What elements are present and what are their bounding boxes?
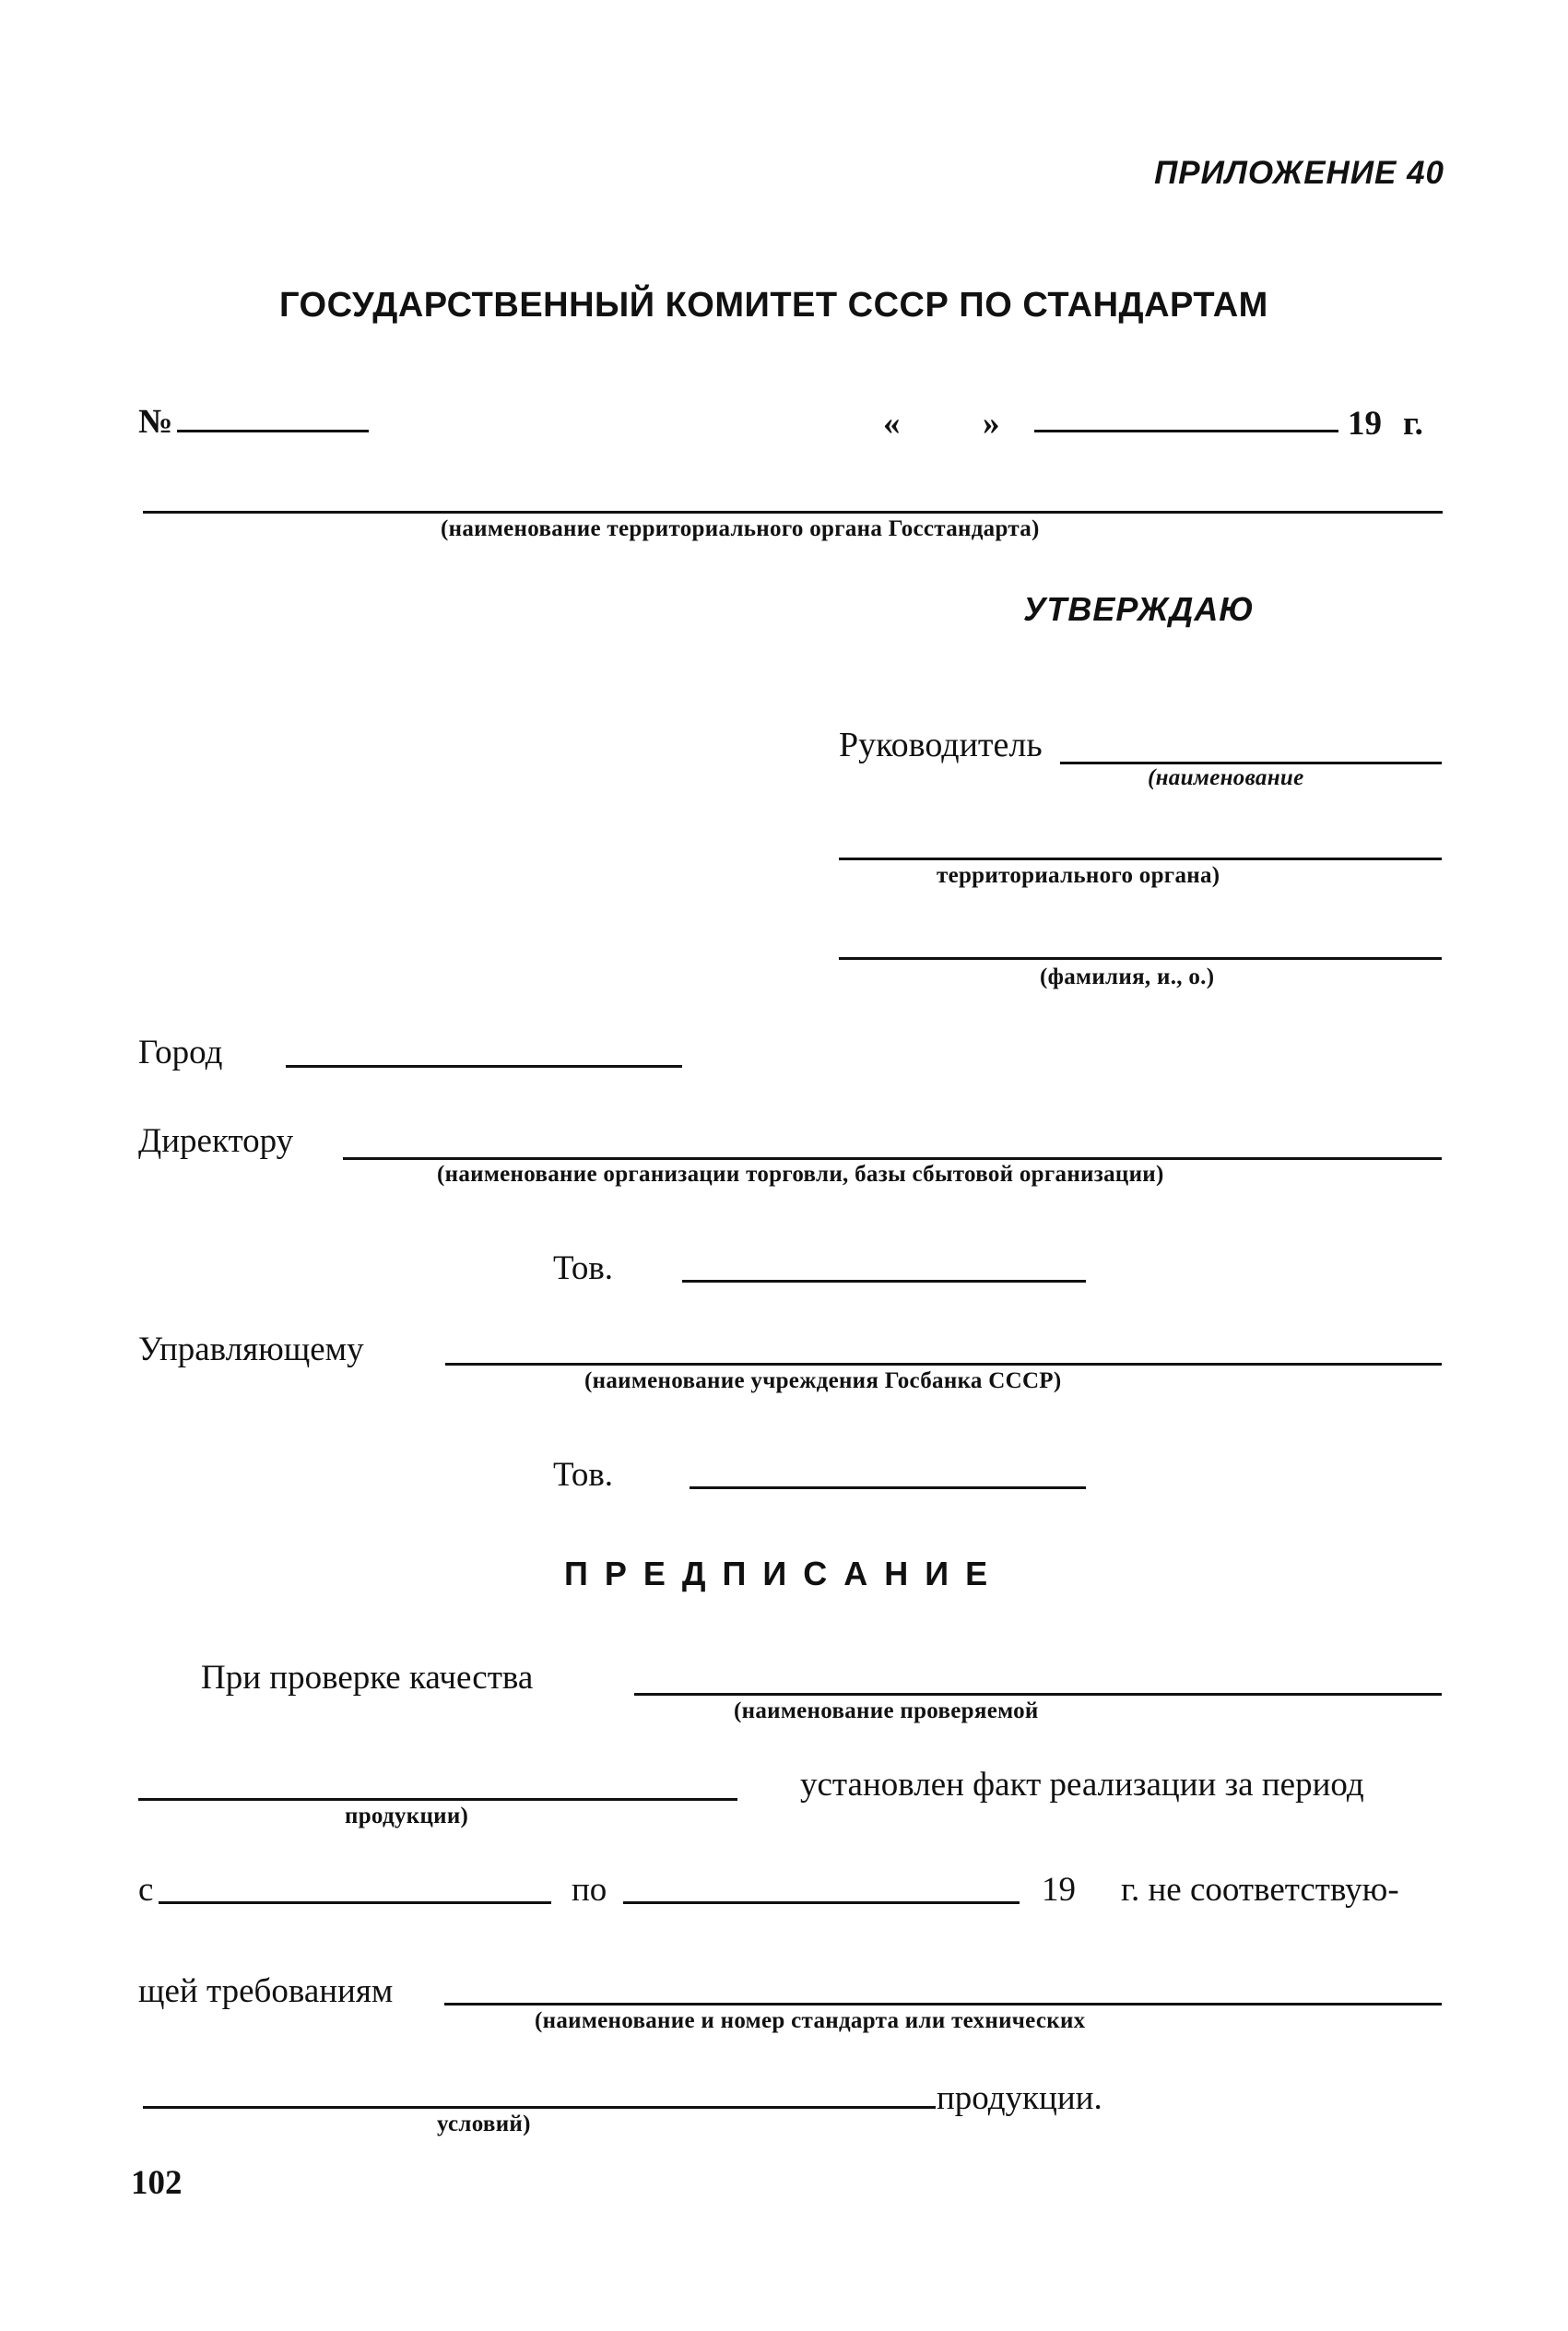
- quote-open: «: [883, 405, 901, 443]
- city-blank[interactable]: [286, 1065, 682, 1068]
- tov-label-1: Тов.: [553, 1249, 614, 1287]
- city-label: Город: [138, 1034, 223, 1071]
- check-label: При проверке качества: [201, 1659, 534, 1697]
- from-label: с: [138, 1871, 154, 1909]
- products-end: продукции.: [937, 2079, 1102, 2117]
- manager-caption: (наименование учреждения Госбанка СССР): [584, 1368, 1062, 1393]
- director-blank[interactable]: [343, 1157, 1442, 1160]
- manager-blank[interactable]: [445, 1363, 1442, 1366]
- organ-blank[interactable]: [839, 858, 1442, 860]
- number-blank[interactable]: [177, 430, 369, 432]
- organ-caption: территориального органа): [937, 863, 1220, 888]
- date-month-blank[interactable]: [1034, 430, 1338, 432]
- year-suffix: г.: [1403, 405, 1423, 443]
- conditions-blank[interactable]: [143, 2106, 936, 2109]
- fio-blank[interactable]: [839, 957, 1442, 960]
- to-label: по: [572, 1871, 607, 1909]
- quote-close: »: [983, 405, 1000, 443]
- checked-product-blank[interactable]: [634, 1693, 1442, 1696]
- established-text: установлен факт реализации за период: [800, 1766, 1364, 1804]
- page-number: 102: [131, 2164, 183, 2202]
- standard-blank[interactable]: [444, 2003, 1442, 2006]
- product-caption: продукции): [345, 1804, 469, 1828]
- head-blank[interactable]: [1060, 762, 1442, 764]
- tov-blank-1[interactable]: [682, 1280, 1086, 1283]
- territorial-organ-blank[interactable]: [143, 511, 1443, 514]
- year-prefix: 19: [1348, 405, 1382, 443]
- to-date-blank[interactable]: [623, 1901, 1020, 1904]
- order-title: П Р Е Д П И С А Н И Е: [564, 1555, 992, 1592]
- checked-product-caption: (наименование проверяемой: [734, 1698, 1039, 1723]
- director-label: Директору: [138, 1122, 294, 1160]
- fio-caption: (фамилия, и., о.): [1040, 964, 1215, 989]
- manager-label: Управляющему: [138, 1331, 364, 1368]
- appendix-heading: ПРИЛОЖЕНИЕ 40: [1154, 155, 1444, 191]
- noncompliant-text: г. не соответствую-: [1121, 1871, 1399, 1909]
- from-date-blank[interactable]: [159, 1901, 551, 1904]
- conditions-caption: условий): [437, 2112, 531, 2136]
- committee-title: ГОСУДАРСТВЕННЫЙ КОМИТЕТ СССР ПО СТАНДАРТАМ: [279, 286, 1268, 325]
- territorial-organ-caption: (наименование территориального органа Госстандарта): [441, 516, 1040, 541]
- head-label: Руководитель: [839, 726, 1043, 764]
- product-blank[interactable]: [138, 1798, 737, 1801]
- head-caption-name: (наименование: [1148, 765, 1304, 790]
- approval-title: УТВЕРЖДАЮ: [1023, 590, 1255, 628]
- director-caption: (наименование организации торговли, базы сбытовой организации): [437, 1162, 1164, 1187]
- number-label: №: [138, 403, 173, 441]
- requirements-label: щей требованиям: [138, 1972, 394, 2010]
- period-year-label: 19: [1042, 1871, 1076, 1909]
- tov-blank-2[interactable]: [690, 1486, 1086, 1489]
- tov-label-2: Тов.: [553, 1456, 614, 1494]
- standard-caption: (наименование и номер стандарта или технических: [535, 2008, 1086, 2033]
